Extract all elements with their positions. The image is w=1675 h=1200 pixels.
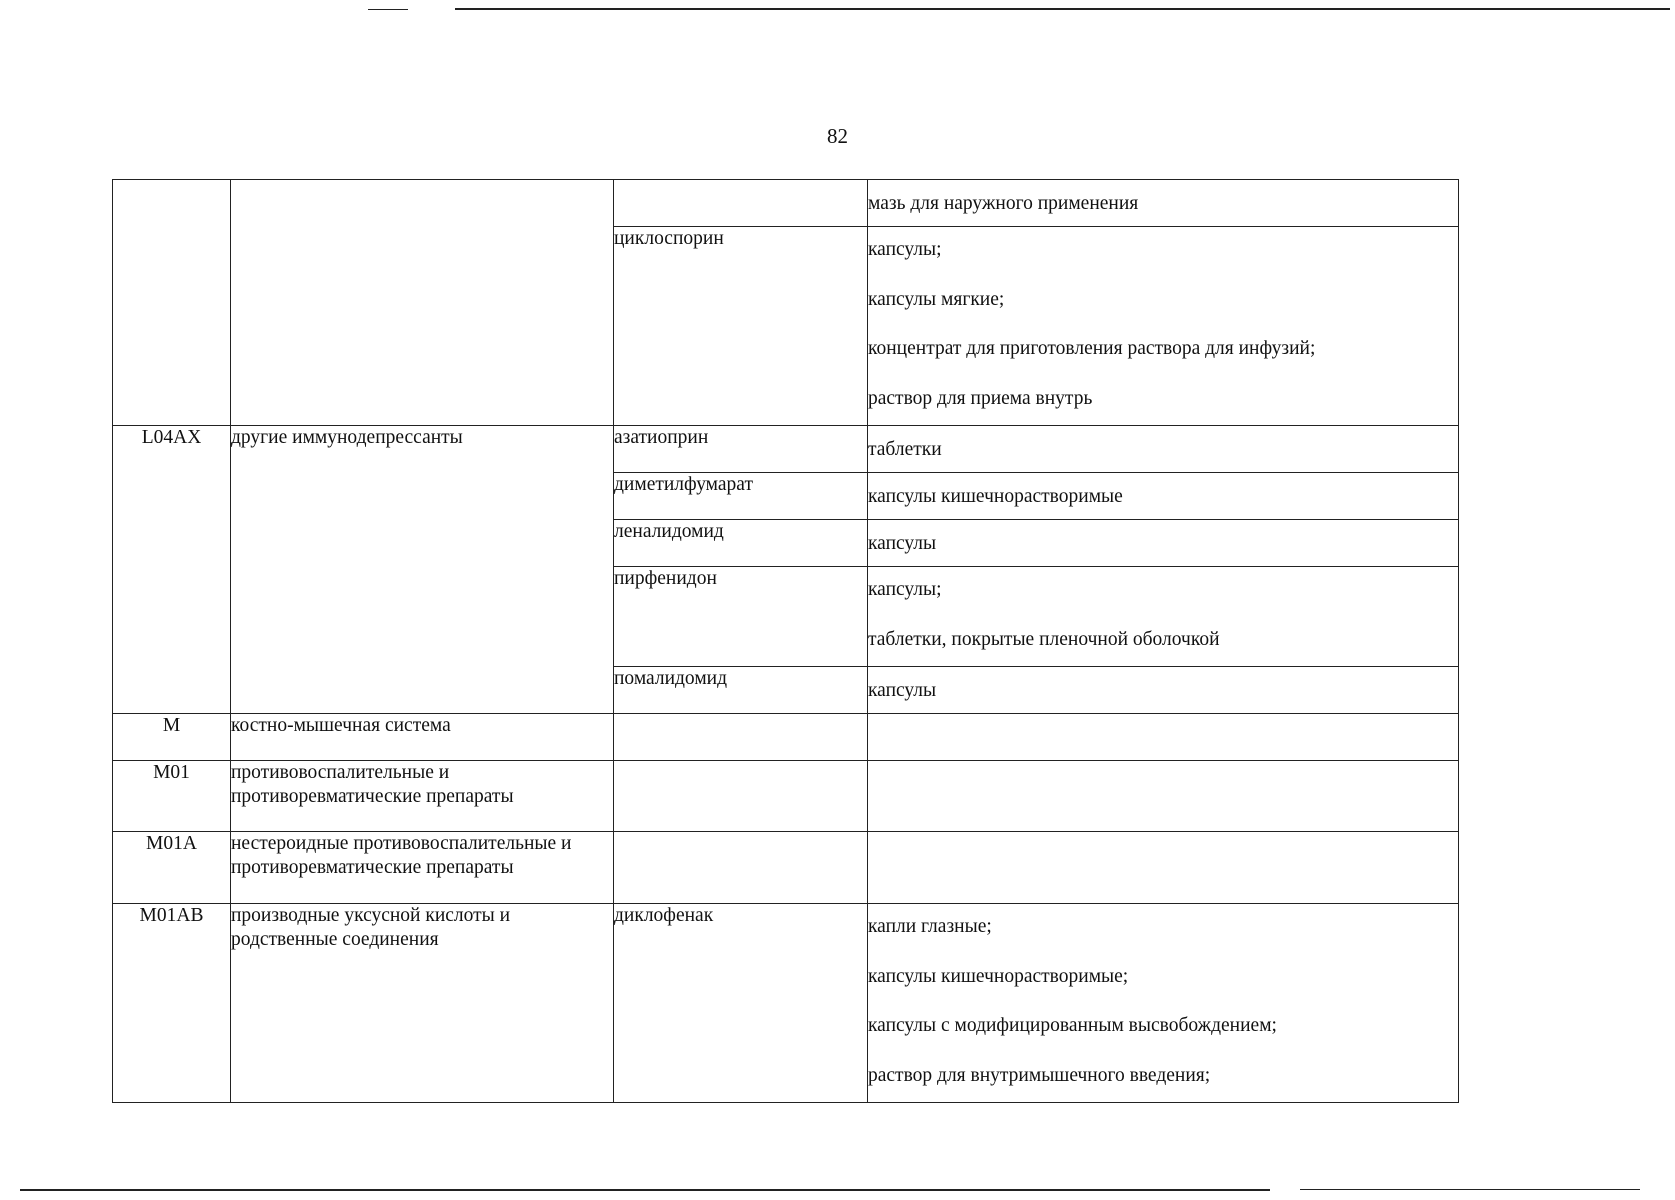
table-row [113, 426, 1459, 473]
drug-name-cell: леналидомид [614, 520, 868, 567]
dosage-form: капсулы мягкие; [868, 288, 1005, 310]
atc-code-cell [113, 180, 231, 426]
dosage-form: таблетки [868, 439, 942, 460]
drug-name-cell [614, 180, 868, 227]
atc-code-cell: L04AX [113, 426, 231, 714]
dosage-form: капсулы с модифицированным высвобождением; [868, 1015, 1277, 1036]
drug-name-cell [614, 832, 868, 904]
atc-group-cell: костно-мышечная система [231, 714, 614, 761]
top-scan-line [455, 8, 1670, 10]
atc-group-cell: производные уксусной кислоты и родственные соединения [231, 904, 614, 1103]
drug-name-cell [614, 761, 868, 832]
atc-code-cell: M01 [113, 761, 231, 832]
dosage-form-cell [868, 426, 1459, 473]
dosage-form-cell [868, 832, 1459, 904]
dosage-form: раствор для внутримышечного введения; [868, 1064, 1211, 1086]
drug-name-cell: помалидомид [614, 667, 868, 714]
drug-name-cell: азатиоприн [614, 426, 868, 473]
dosage-form: капсулы; [868, 239, 942, 260]
drug-name-cell: диметилфумарат [614, 473, 868, 520]
dosage-form: мазь для наружного применения [868, 193, 1139, 214]
dosage-form-cell [868, 520, 1459, 567]
table-row [113, 832, 1459, 904]
bottom-scan-line [20, 1189, 1270, 1191]
dosage-form: капли глазные; [868, 916, 992, 937]
atc-code-cell: M [113, 714, 231, 761]
dosage-form-cell [868, 227, 1459, 426]
dosage-form-cell [868, 714, 1459, 761]
atc-code-cell: M01AB [113, 904, 231, 1103]
dosage-form-cell [868, 473, 1459, 520]
drug-name-cell: диклофенак [614, 904, 868, 1103]
drug-name-cell: циклоспорин [614, 227, 868, 426]
drug-name-cell: пирфенидон [614, 567, 868, 667]
atc-group-cell [231, 180, 614, 426]
dosage-form: раствор для приема внутрь [868, 387, 1093, 409]
dosage-form: капсулы кишечнорастворимые [868, 486, 1123, 507]
dosage-form-cell [868, 904, 1459, 1103]
table-row [113, 714, 1459, 761]
dosage-form: капсулы [868, 533, 937, 554]
drug-table [112, 179, 1459, 1103]
drug-name-cell [614, 714, 868, 761]
bottom-scan-line-tail [1300, 1189, 1640, 1190]
dosage-form: концентрат для приготовления раствора для инфузий; [868, 338, 1316, 359]
dosage-form-cell [868, 180, 1459, 227]
atc-group-cell: нестероидные противовоспалительные и противоревматические препараты [231, 832, 614, 904]
atc-group-cell: противовоспалительные и противоревматические препараты [231, 761, 614, 832]
top-scan-line-short [368, 9, 408, 10]
atc-group-cell: другие иммунодепрессанты [231, 426, 614, 714]
dosage-form-cell [868, 667, 1459, 714]
atc-code-cell: M01A [113, 832, 231, 904]
dosage-form-cell [868, 761, 1459, 832]
dosage-form: капсулы кишечнорастворимые; [868, 965, 1129, 987]
table-row [113, 904, 1459, 1103]
page-number: 82 [827, 124, 848, 148]
table-row [113, 761, 1459, 832]
dosage-form-cell [868, 567, 1459, 667]
table-row [113, 180, 1459, 227]
dosage-form: капсулы; [868, 579, 942, 600]
dosage-form: таблетки, покрытые пленочной оболочкой [868, 628, 1220, 650]
dosage-form: капсулы [868, 680, 937, 701]
